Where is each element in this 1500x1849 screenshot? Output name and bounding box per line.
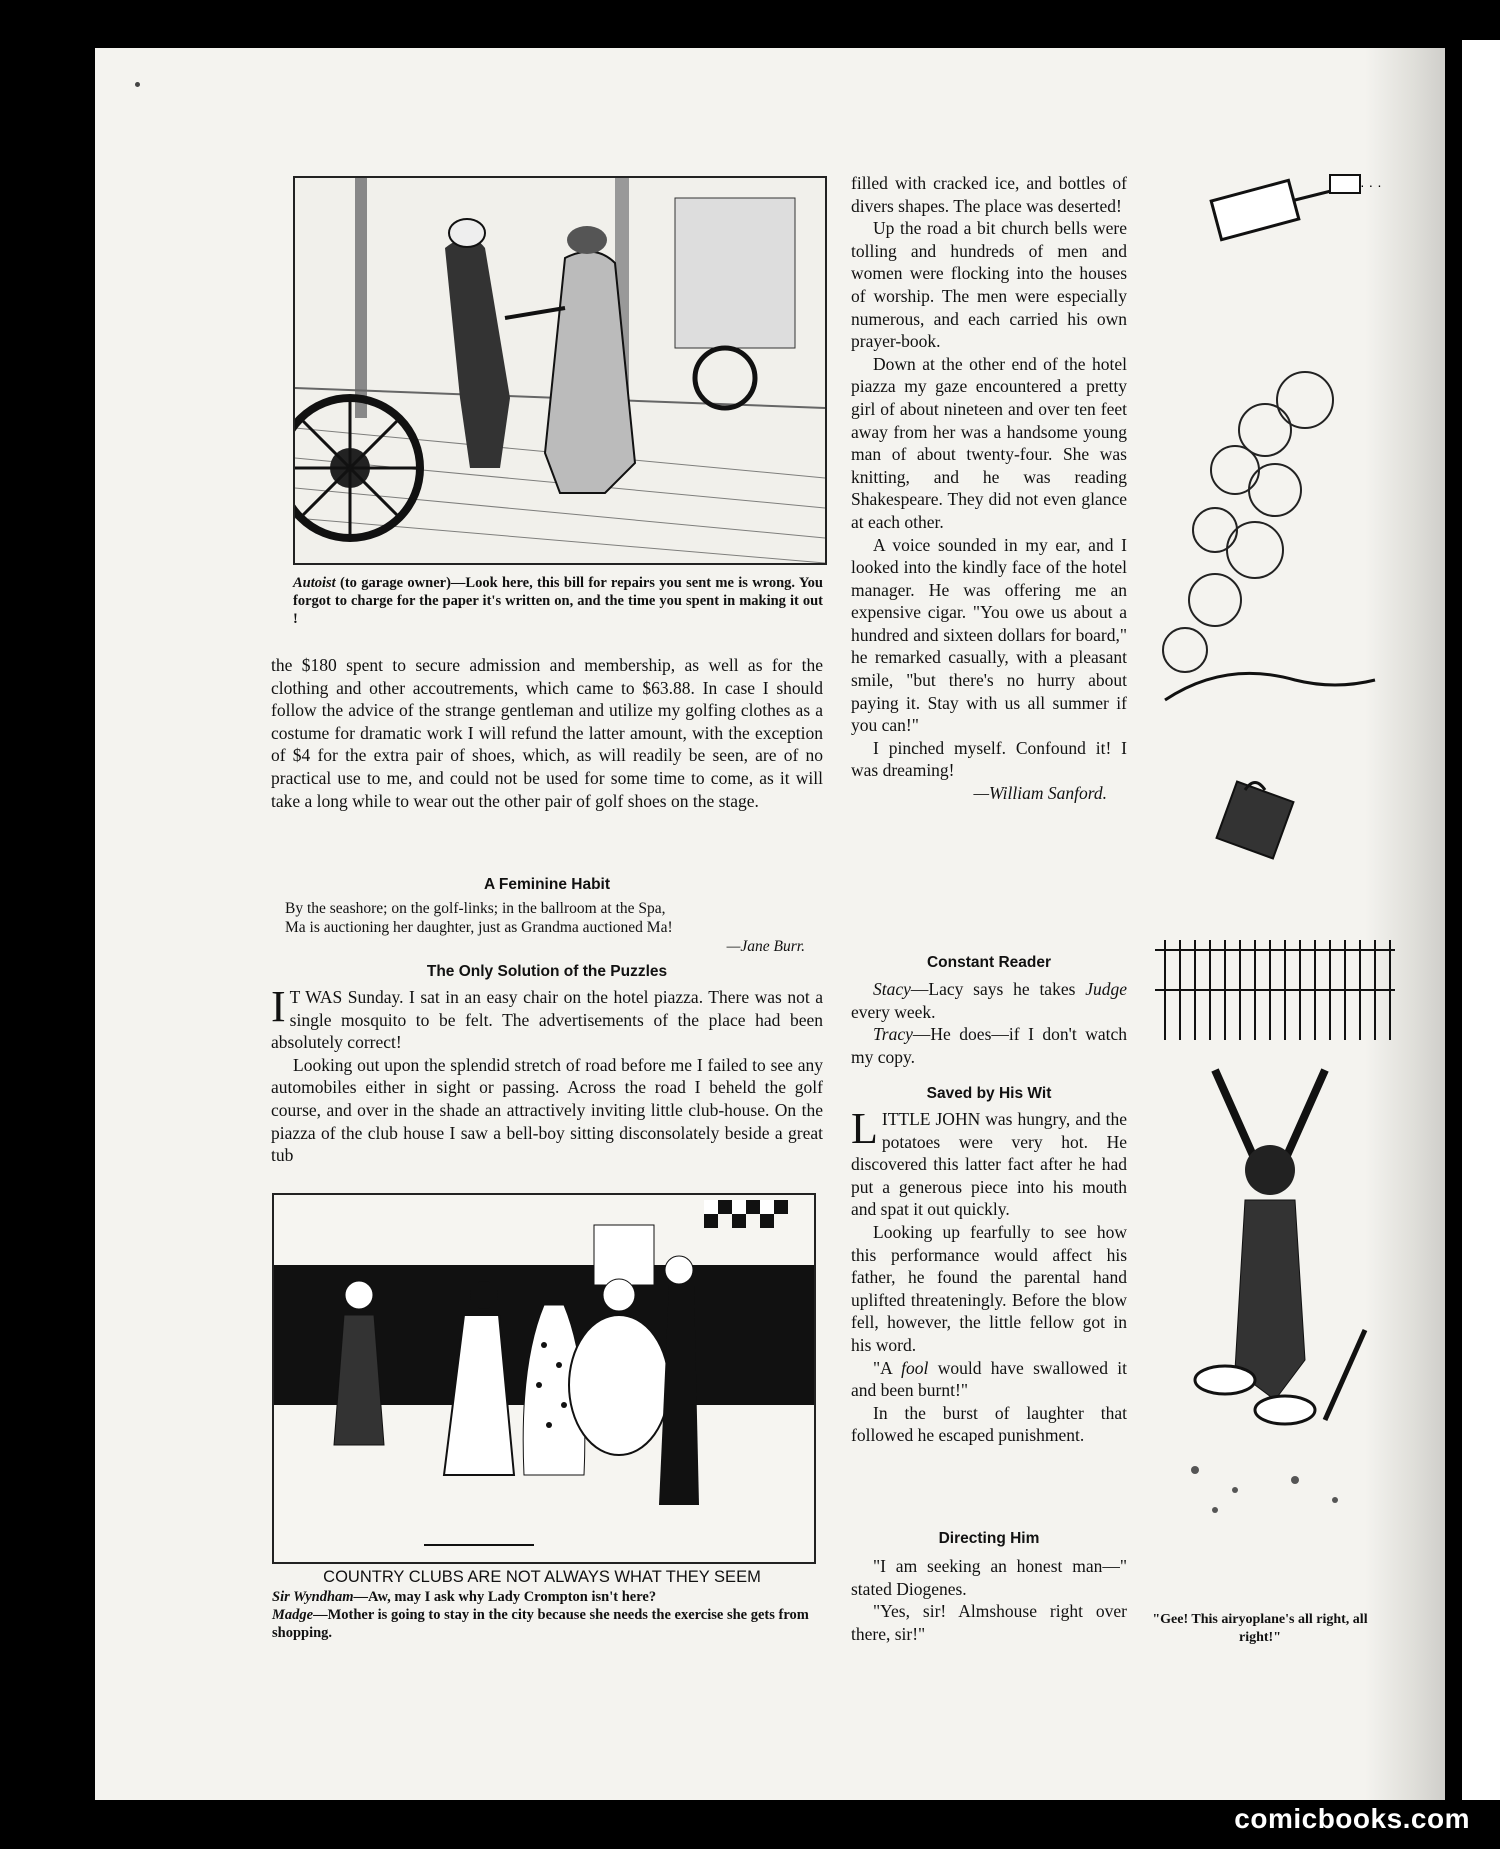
saved-para-4: In the burst of laughter that followed he escaped punishment. xyxy=(851,1402,1127,1446)
feminine-habit-poem xyxy=(285,899,805,956)
feminine-habit-heading: A Feminine Habit xyxy=(483,876,611,893)
middle-para-1: filled with cracked ice, and bottles of divers shapes. The place was deserted! xyxy=(851,173,1127,216)
smoke-clouds xyxy=(1163,372,1333,672)
saved-quote-a: "A xyxy=(873,1357,902,1378)
poem-author: —Jane Burr. xyxy=(726,938,805,955)
saved-para-1 xyxy=(851,1104,1127,1221)
airplane-icon xyxy=(1211,175,1382,240)
country-club-dialogue xyxy=(272,1588,812,1642)
constant-reader-line-1 xyxy=(851,978,1127,1023)
middle-para-3: Down at the other end of the hotel piazza my gaze encountered a pretty girl of about nineteen and over ten feet away from her was a handsome young man of about twenty-four. She was knitting, and he was reading Shakespeare. They did not even glance at each other. xyxy=(851,353,1127,532)
saved-quote-b: would have swallowed it and been burnt!" xyxy=(851,1357,1127,1401)
garage-illustration xyxy=(293,176,827,565)
country-club-illustration xyxy=(272,1193,816,1564)
next-page-edge xyxy=(1462,40,1500,1800)
directing-para-2: "Yes, sir! Almshouse right over there, sir!" xyxy=(851,1601,1127,1644)
speaker-tracy: Tracy xyxy=(873,1024,913,1045)
line-madge: —Mother is going to stay in the city because she needs the exercise she gets from shopping. xyxy=(272,1607,809,1641)
speaker-stacy: Stacy xyxy=(873,979,911,999)
poem-line-2: Ma is auctioning her daughter, just as Grandma auctioned Ma! xyxy=(285,919,673,936)
country-club-title: COUNTRY CLUBS ARE NOT ALWAYS WHAT THEY SEEM xyxy=(323,1568,761,1586)
caption-text: (to garage owner)—Look here, this bill for repairs you sent me is wrong. You forgot to charge for the paper it's written on, and the time you spent in making it out ! xyxy=(293,575,823,627)
drop-cap-i: I xyxy=(271,982,286,1031)
saved-para-3 xyxy=(851,1357,1127,1402)
suitcase-icon xyxy=(1217,782,1294,859)
saved-text-1: ITTLE JOHN was hungry, and the potatoes were very hot. He discovered this latter fact after he had put a generous piece into his mouth and spat it out quickly. xyxy=(851,1109,1127,1220)
speaker-wyndham: Sir Wyndham xyxy=(272,1589,354,1605)
middle-para-4: A voice sounded in my ear, and I looked into the kindly face of the hotel manager. He was offering me an expensive cigar. "You owe us about a hundred and sixteen dollars for board," he remarked casually, with a pleasant smile, "but there's no hurry about paying it. Stay with us all summer if you can!" xyxy=(851,534,1127,736)
fool-word: fool xyxy=(901,1357,929,1378)
stacy-text-b: every week. xyxy=(851,1001,936,1022)
directing-him-heading: Directing Him xyxy=(938,1530,1040,1547)
middle-para-5: I pinched myself. Confound it! I was dreaming! xyxy=(851,737,1127,781)
tramp-figure xyxy=(1195,1070,1365,1424)
saved-by-wit-heading: Saved by His Wit xyxy=(926,1085,1052,1102)
poem-line-1: By the seashore; on the golf-links; in the ballroom at the Spa, xyxy=(285,900,666,917)
caption-speaker: Autoist xyxy=(293,575,336,591)
garage-drawing xyxy=(295,178,825,563)
line-wyndham: —Aw, may I ask why Lady Crompton isn't here? xyxy=(353,1589,657,1605)
country-club-caption xyxy=(272,1568,812,1642)
airplane-caption: "Gee! This airyoplane's all right, all right!" xyxy=(1152,1612,1368,1645)
left-column-continuation xyxy=(271,654,823,812)
constant-reader-body xyxy=(851,978,1127,1068)
directing-para-1: "I am seeking an honest man—" stated Diogenes. xyxy=(851,1556,1127,1599)
airplane-cartoon-drawing xyxy=(1155,170,1395,1590)
only-solution-para-1 xyxy=(271,982,823,1054)
tracy-text: —He does—if I don't watch my copy. xyxy=(851,1024,1127,1067)
only-solution-body xyxy=(271,982,823,1167)
only-solution-heading: The Only Solution of the Puzzles xyxy=(426,963,668,980)
middle-para-2: Up the road a bit church bells were tolling and hundreds of men and women were flocking into the houses of worship. The men were especially numerous, and each carried his own prayer-book. xyxy=(851,218,1127,352)
site-watermark: comicbooks.com xyxy=(1234,1803,1470,1834)
middle-column xyxy=(851,172,1127,805)
page-speck xyxy=(135,82,140,87)
garage-caption xyxy=(293,574,823,628)
airplane-cartoon xyxy=(1155,170,1395,1590)
saved-by-wit-body xyxy=(851,1104,1127,1447)
drop-cap-l: L xyxy=(851,1104,878,1153)
fence xyxy=(1155,940,1395,1040)
continuation-paragraph: the $180 spent to secure admission and membership, as well as for the clothing and other accoutrements, which came to $63.88. In case I should follow the advice of the strange gentleman and utilize my golfing clothes as a costume for dramatic work I will refund the latter amount, with the exception of $4 for the extra pair of shoes, which, as will readily be seen, are of no practical use to me, and could not be used for some time to come, as it will take a long while to wear out the other pair of golf shoes on the stage. xyxy=(271,655,823,811)
saved-para-2: Looking up fearfully to see how this performance would affect his father, he found the parental hand uplifted threateningly. Before the blow fell, however, the little fellow got in his word. xyxy=(851,1221,1127,1355)
directing-him-body xyxy=(851,1555,1127,1645)
country-club-drawing xyxy=(274,1195,814,1562)
constant-reader-line-2 xyxy=(851,1023,1127,1068)
only-solution-text-1: T WAS Sunday. I sat in an easy chair on the hotel piazza. There was not a single mosquito to be felt. The advertisements of the place had been absolutely correct! xyxy=(271,987,823,1053)
svg-text:· · ·: · · · xyxy=(1360,177,1382,193)
constant-reader-heading: Constant Reader xyxy=(926,954,1052,971)
speaker-madge: Madge xyxy=(272,1607,314,1623)
judge-title: Judge xyxy=(1085,979,1127,999)
only-solution-para-2: Looking out upon the splendid stretch of road before me I failed to see any automobiles either in sight or passing. Across the road I beheld the golf course, and over in the shade an attractively inviting little club-house. On the piazza of the club house I saw a bell-boy sitting disconsolately beside a great tub xyxy=(271,1054,823,1166)
middle-author: —William Sanford. xyxy=(973,783,1107,804)
stacy-text-a: —Lacy says he takes xyxy=(910,979,1086,999)
